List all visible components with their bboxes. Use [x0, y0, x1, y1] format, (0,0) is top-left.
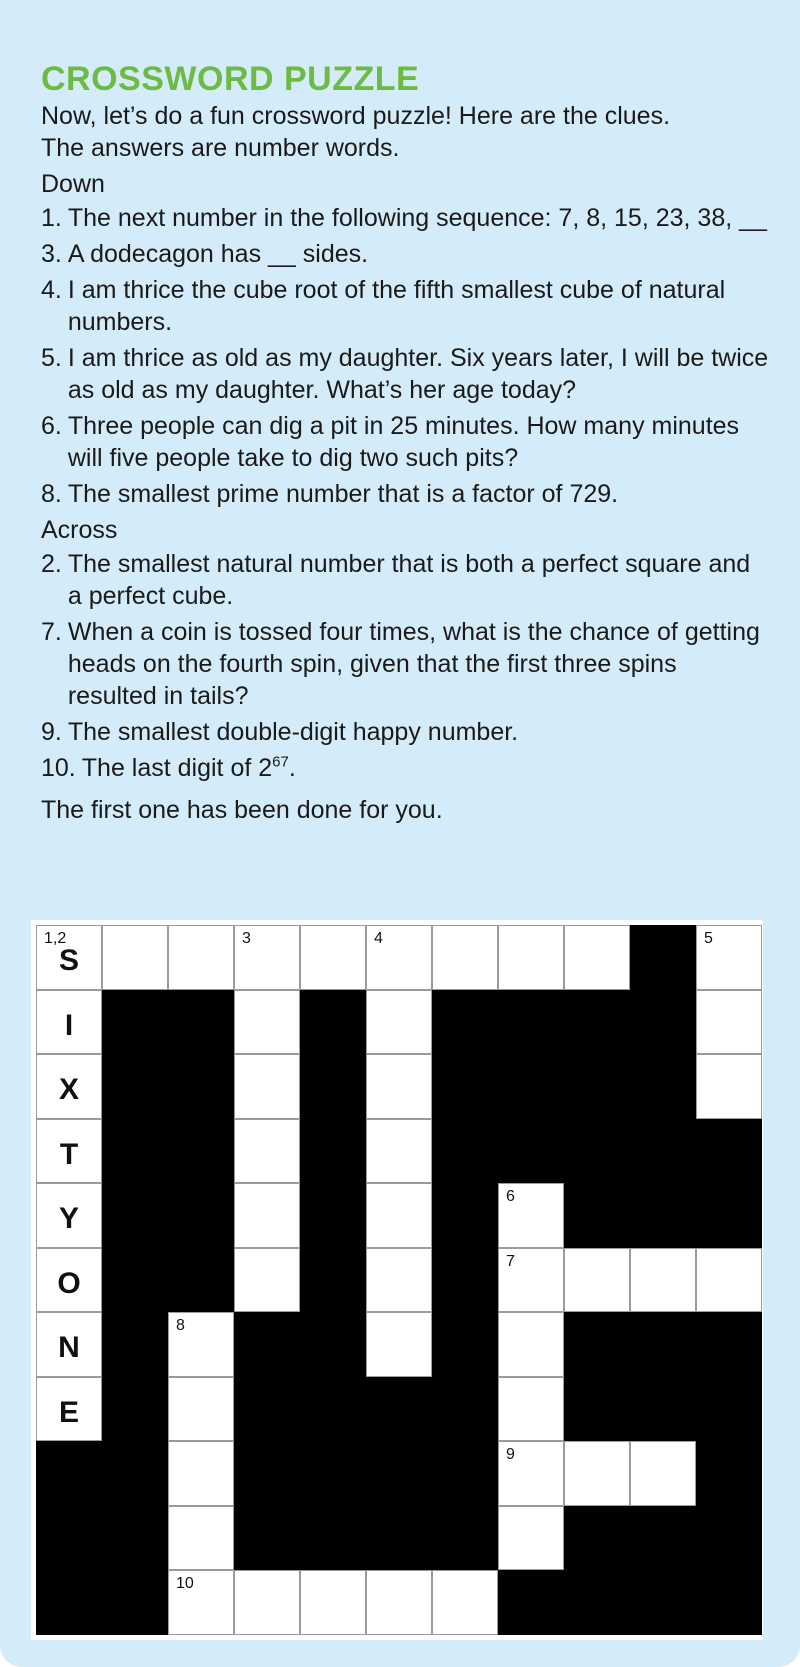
- page-title: CROSSWORD PUZZLE: [41, 60, 420, 98]
- grid-cell-blocked: [696, 1377, 762, 1442]
- down-clues: [41, 202, 771, 510]
- grid-cell-blocked: [36, 1570, 102, 1635]
- grid-cell[interactable]: [696, 1248, 762, 1313]
- clue-across-9: [41, 716, 771, 748]
- grid-cell-blocked: [432, 1441, 498, 1506]
- grid-cell[interactable]: [564, 1441, 630, 1506]
- grid-cell-blocked: [300, 1377, 366, 1442]
- clue-number: 4.: [41, 276, 62, 304]
- grid-cell-blocked: [432, 1183, 498, 1248]
- grid-cell-blocked: [102, 1441, 168, 1506]
- grid-cell-blocked: [300, 1119, 366, 1184]
- grid-cell-blocked: [102, 1054, 168, 1119]
- cell-number: 5: [704, 930, 713, 947]
- grid-cell[interactable]: [498, 1506, 564, 1571]
- clue-down-5: [41, 342, 771, 406]
- grid-cell-blocked: [234, 1312, 300, 1377]
- grid-cell-blocked: [432, 1248, 498, 1313]
- grid-cell-blocked: [168, 1054, 234, 1119]
- grid-cell[interactable]: [498, 1377, 564, 1442]
- grid-cell[interactable]: [36, 925, 102, 990]
- clue-text: The smallest natural number that is both a perfect square and a perfect cube.: [67, 550, 751, 610]
- clue-down-6: [41, 410, 771, 474]
- filled-letter: S: [58, 944, 79, 977]
- filled-letter: Y: [58, 1202, 79, 1235]
- clue-down-3: [41, 238, 771, 270]
- grid-cell-blocked: [630, 1570, 696, 1635]
- grid-cell-blocked: [102, 1119, 168, 1184]
- grid-cell[interactable]: [234, 1054, 300, 1119]
- grid-cell-blocked: [102, 990, 168, 1055]
- grid-cell-blocked: [36, 1506, 102, 1571]
- grid-cell[interactable]: [432, 925, 498, 990]
- grid-cell-blocked: [564, 1183, 630, 1248]
- across-heading: Across: [41, 516, 118, 544]
- grid-cell-blocked: [234, 1377, 300, 1442]
- grid-cell-blocked: [630, 1377, 696, 1442]
- grid-cell-blocked: [432, 1054, 498, 1119]
- clue-across-2: [41, 548, 771, 612]
- grid-cell[interactable]: [630, 1248, 696, 1313]
- clue-down-4: [41, 274, 771, 338]
- clue-number: 8.: [41, 480, 62, 508]
- grid-cell[interactable]: [696, 990, 762, 1055]
- cell-number: 4: [374, 930, 383, 947]
- filled-letter: N: [58, 1331, 80, 1364]
- clue-text: Three people can dig a pit in 25 minutes. How many minutes will five people take to dig two such pits?: [67, 412, 740, 472]
- grid-cell-blocked: [102, 1570, 168, 1635]
- grid-cell-blocked: [234, 1506, 300, 1571]
- grid-cell[interactable]: [300, 925, 366, 990]
- clue-number: 9.: [41, 718, 62, 746]
- grid-cell-blocked: [432, 1377, 498, 1442]
- grid-cell[interactable]: [498, 1441, 564, 1506]
- crossword-grid-frame: [31, 920, 763, 1640]
- grid-cell-blocked: [432, 1119, 498, 1184]
- grid-cell[interactable]: [168, 1570, 234, 1635]
- grid-cell[interactable]: [630, 1441, 696, 1506]
- grid-cell-blocked: [498, 990, 564, 1055]
- grid-cell-blocked: [564, 1054, 630, 1119]
- clue-number: 1.: [41, 204, 62, 232]
- grid-cell[interactable]: [366, 925, 432, 990]
- grid-cell[interactable]: [36, 990, 102, 1055]
- grid-cell[interactable]: [234, 925, 300, 990]
- grid-cell[interactable]: [498, 1183, 564, 1248]
- grid-cell[interactable]: [366, 1312, 432, 1377]
- intro-line-2: The answers are number words.: [41, 134, 400, 162]
- clue-across-7: [41, 616, 771, 712]
- clue-text: I am thrice as old as my daughter. Six years later, I will be twice as old as my daughter. What’s her age today?: [67, 344, 769, 404]
- grid-cell-blocked: [564, 1377, 630, 1442]
- grid-cell-blocked: [630, 1183, 696, 1248]
- clue-number: 3.: [41, 240, 62, 268]
- grid-cell[interactable]: [234, 1119, 300, 1184]
- cell-number: 7: [506, 1252, 515, 1270]
- grid-cell-blocked: [234, 1441, 300, 1506]
- clue-text: The next number in the following sequence: 7, 8, 15, 23, 38, __: [67, 204, 767, 232]
- grid-cell[interactable]: [168, 1441, 234, 1506]
- grid-cell[interactable]: [36, 1248, 102, 1313]
- grid-cell[interactable]: [366, 990, 432, 1055]
- filled-letter: T: [59, 1137, 79, 1171]
- grid-cell[interactable]: [498, 1248, 564, 1313]
- grid-cell-blocked: [300, 1441, 366, 1506]
- grid-cell-blocked: [696, 1570, 762, 1635]
- grid-cell-blocked: [300, 1506, 366, 1571]
- grid-cell[interactable]: [36, 1183, 102, 1248]
- clue-text: [82, 752, 771, 784]
- grid-cell-blocked: [498, 1054, 564, 1119]
- crossword-grid: [36, 925, 762, 1635]
- filled-letter: X: [58, 1073, 79, 1106]
- clue-down-1: [41, 202, 771, 234]
- grid-cell[interactable]: [36, 1119, 102, 1184]
- clue-number: 6.: [41, 412, 62, 440]
- grid-cell[interactable]: [432, 1570, 498, 1635]
- clue-text: A dodecagon has __ sides.: [67, 240, 369, 268]
- grid-cell-blocked: [168, 1119, 234, 1184]
- grid-cell-blocked: [168, 990, 234, 1055]
- clue-number: 10.: [41, 754, 76, 782]
- clue-text: I am thrice the cube root of the fifth smallest cube of natural numbers.: [67, 276, 726, 336]
- grid-cell-blocked: [102, 1248, 168, 1313]
- intro-line-1: Now, let’s do a fun crossword puzzle! Here are the clues.: [41, 102, 671, 130]
- grid-cell[interactable]: [696, 925, 762, 990]
- grid-cell-blocked: [300, 1183, 366, 1248]
- grid-cell-blocked: [630, 1506, 696, 1571]
- grid-cell[interactable]: [168, 1312, 234, 1377]
- grid-cell-blocked: [630, 1312, 696, 1377]
- filled-letter: E: [58, 1395, 79, 1429]
- clue-text: When a coin is tossed four times, what is the chance of getting heads on the fourth spin, given that the first three spins resulted in tails?: [67, 618, 760, 710]
- cell-number: 3: [242, 930, 251, 947]
- grid-cell-blocked: [102, 1312, 168, 1377]
- grid-cell-blocked: [300, 1054, 366, 1119]
- grid-cell[interactable]: [168, 1377, 234, 1442]
- grid-cell-blocked: [630, 1054, 696, 1119]
- grid-cell-blocked: [300, 1312, 366, 1377]
- grid-cell[interactable]: [366, 1183, 432, 1248]
- clue-down-8: [41, 478, 771, 510]
- grid-cell-blocked: [432, 1506, 498, 1571]
- grid-cell[interactable]: [36, 1054, 102, 1119]
- grid-cell-blocked: [366, 1441, 432, 1506]
- grid-cell-blocked: [630, 990, 696, 1055]
- grid-cell-blocked: [432, 990, 498, 1055]
- grid-cell-blocked: [168, 1183, 234, 1248]
- clue-number: 5.: [41, 344, 62, 372]
- filled-letter: I: [64, 1008, 74, 1042]
- grid-cell-blocked: [102, 1377, 168, 1442]
- grid-cell-blocked: [300, 1248, 366, 1313]
- grid-cell[interactable]: [300, 1570, 366, 1635]
- grid-cell[interactable]: [366, 1248, 432, 1313]
- cell-number: 8: [176, 1317, 185, 1334]
- grid-cell-blocked: [696, 1119, 762, 1184]
- grid-cell-blocked: [366, 1377, 432, 1442]
- clue-across-10: [41, 752, 771, 784]
- clue-text-part: The last digit of 2: [81, 754, 273, 782]
- grid-cell-blocked: [630, 925, 696, 990]
- filled-letter: O: [57, 1266, 81, 1300]
- grid-cell-blocked: [102, 1506, 168, 1571]
- grid-cell[interactable]: [498, 925, 564, 990]
- grid-cell[interactable]: [366, 1119, 432, 1184]
- exponent: 67: [272, 753, 289, 771]
- grid-cell[interactable]: [234, 990, 300, 1055]
- clue-number: 2.: [41, 550, 62, 578]
- across-clues: [41, 548, 771, 784]
- grid-cell-blocked: [564, 1119, 630, 1184]
- grid-cell[interactable]: [168, 1506, 234, 1571]
- grid-cell-blocked: [102, 1183, 168, 1248]
- grid-cell-blocked: [168, 1248, 234, 1313]
- clue-number: 7.: [41, 618, 62, 646]
- grid-cell[interactable]: [234, 1248, 300, 1313]
- grid-cell-blocked: [36, 1441, 102, 1506]
- grid-cell[interactable]: [696, 1054, 762, 1119]
- grid-cell-blocked: [696, 1312, 762, 1377]
- cell-number: 6: [506, 1188, 515, 1205]
- grid-cell[interactable]: [234, 1570, 300, 1635]
- clue-text-part: .: [288, 754, 296, 782]
- grid-cell[interactable]: [564, 925, 630, 990]
- grid-cell-blocked: [564, 1312, 630, 1377]
- grid-cell-blocked: [696, 1183, 762, 1248]
- cell-number: 1,2: [44, 930, 67, 947]
- grid-cell-blocked: [432, 1312, 498, 1377]
- grid-cell-blocked: [366, 1506, 432, 1571]
- grid-cell-blocked: [498, 1119, 564, 1184]
- grid-cell[interactable]: [234, 1183, 300, 1248]
- clues-section: [41, 100, 771, 826]
- grid-cell[interactable]: [36, 1377, 102, 1442]
- grid-cell-blocked: [696, 1506, 762, 1571]
- grid-cell[interactable]: [498, 1312, 564, 1377]
- grid-cell[interactable]: [36, 1312, 102, 1377]
- grid-cell[interactable]: [564, 1248, 630, 1313]
- down-heading: Down: [41, 170, 105, 198]
- grid-cell-blocked: [696, 1441, 762, 1506]
- grid-cell-blocked: [564, 1506, 630, 1571]
- cell-number: 10: [176, 1575, 194, 1592]
- grid-cell-blocked: [300, 990, 366, 1055]
- closing-note: The first one has been done for you.: [41, 796, 443, 824]
- grid-cell[interactable]: [102, 925, 168, 990]
- grid-cell[interactable]: [168, 925, 234, 990]
- grid-cell-blocked: [564, 990, 630, 1055]
- grid-cell-blocked: [564, 1570, 630, 1635]
- cell-number: 9: [506, 1446, 515, 1463]
- grid-cell-blocked: [630, 1119, 696, 1184]
- grid-cell[interactable]: [366, 1570, 432, 1635]
- grid-cell[interactable]: [366, 1054, 432, 1119]
- clue-text: The smallest prime number that is a factor of 729.: [67, 480, 619, 508]
- grid-cell-blocked: [498, 1570, 564, 1635]
- clue-text: The smallest double-digit happy number.: [67, 718, 519, 746]
